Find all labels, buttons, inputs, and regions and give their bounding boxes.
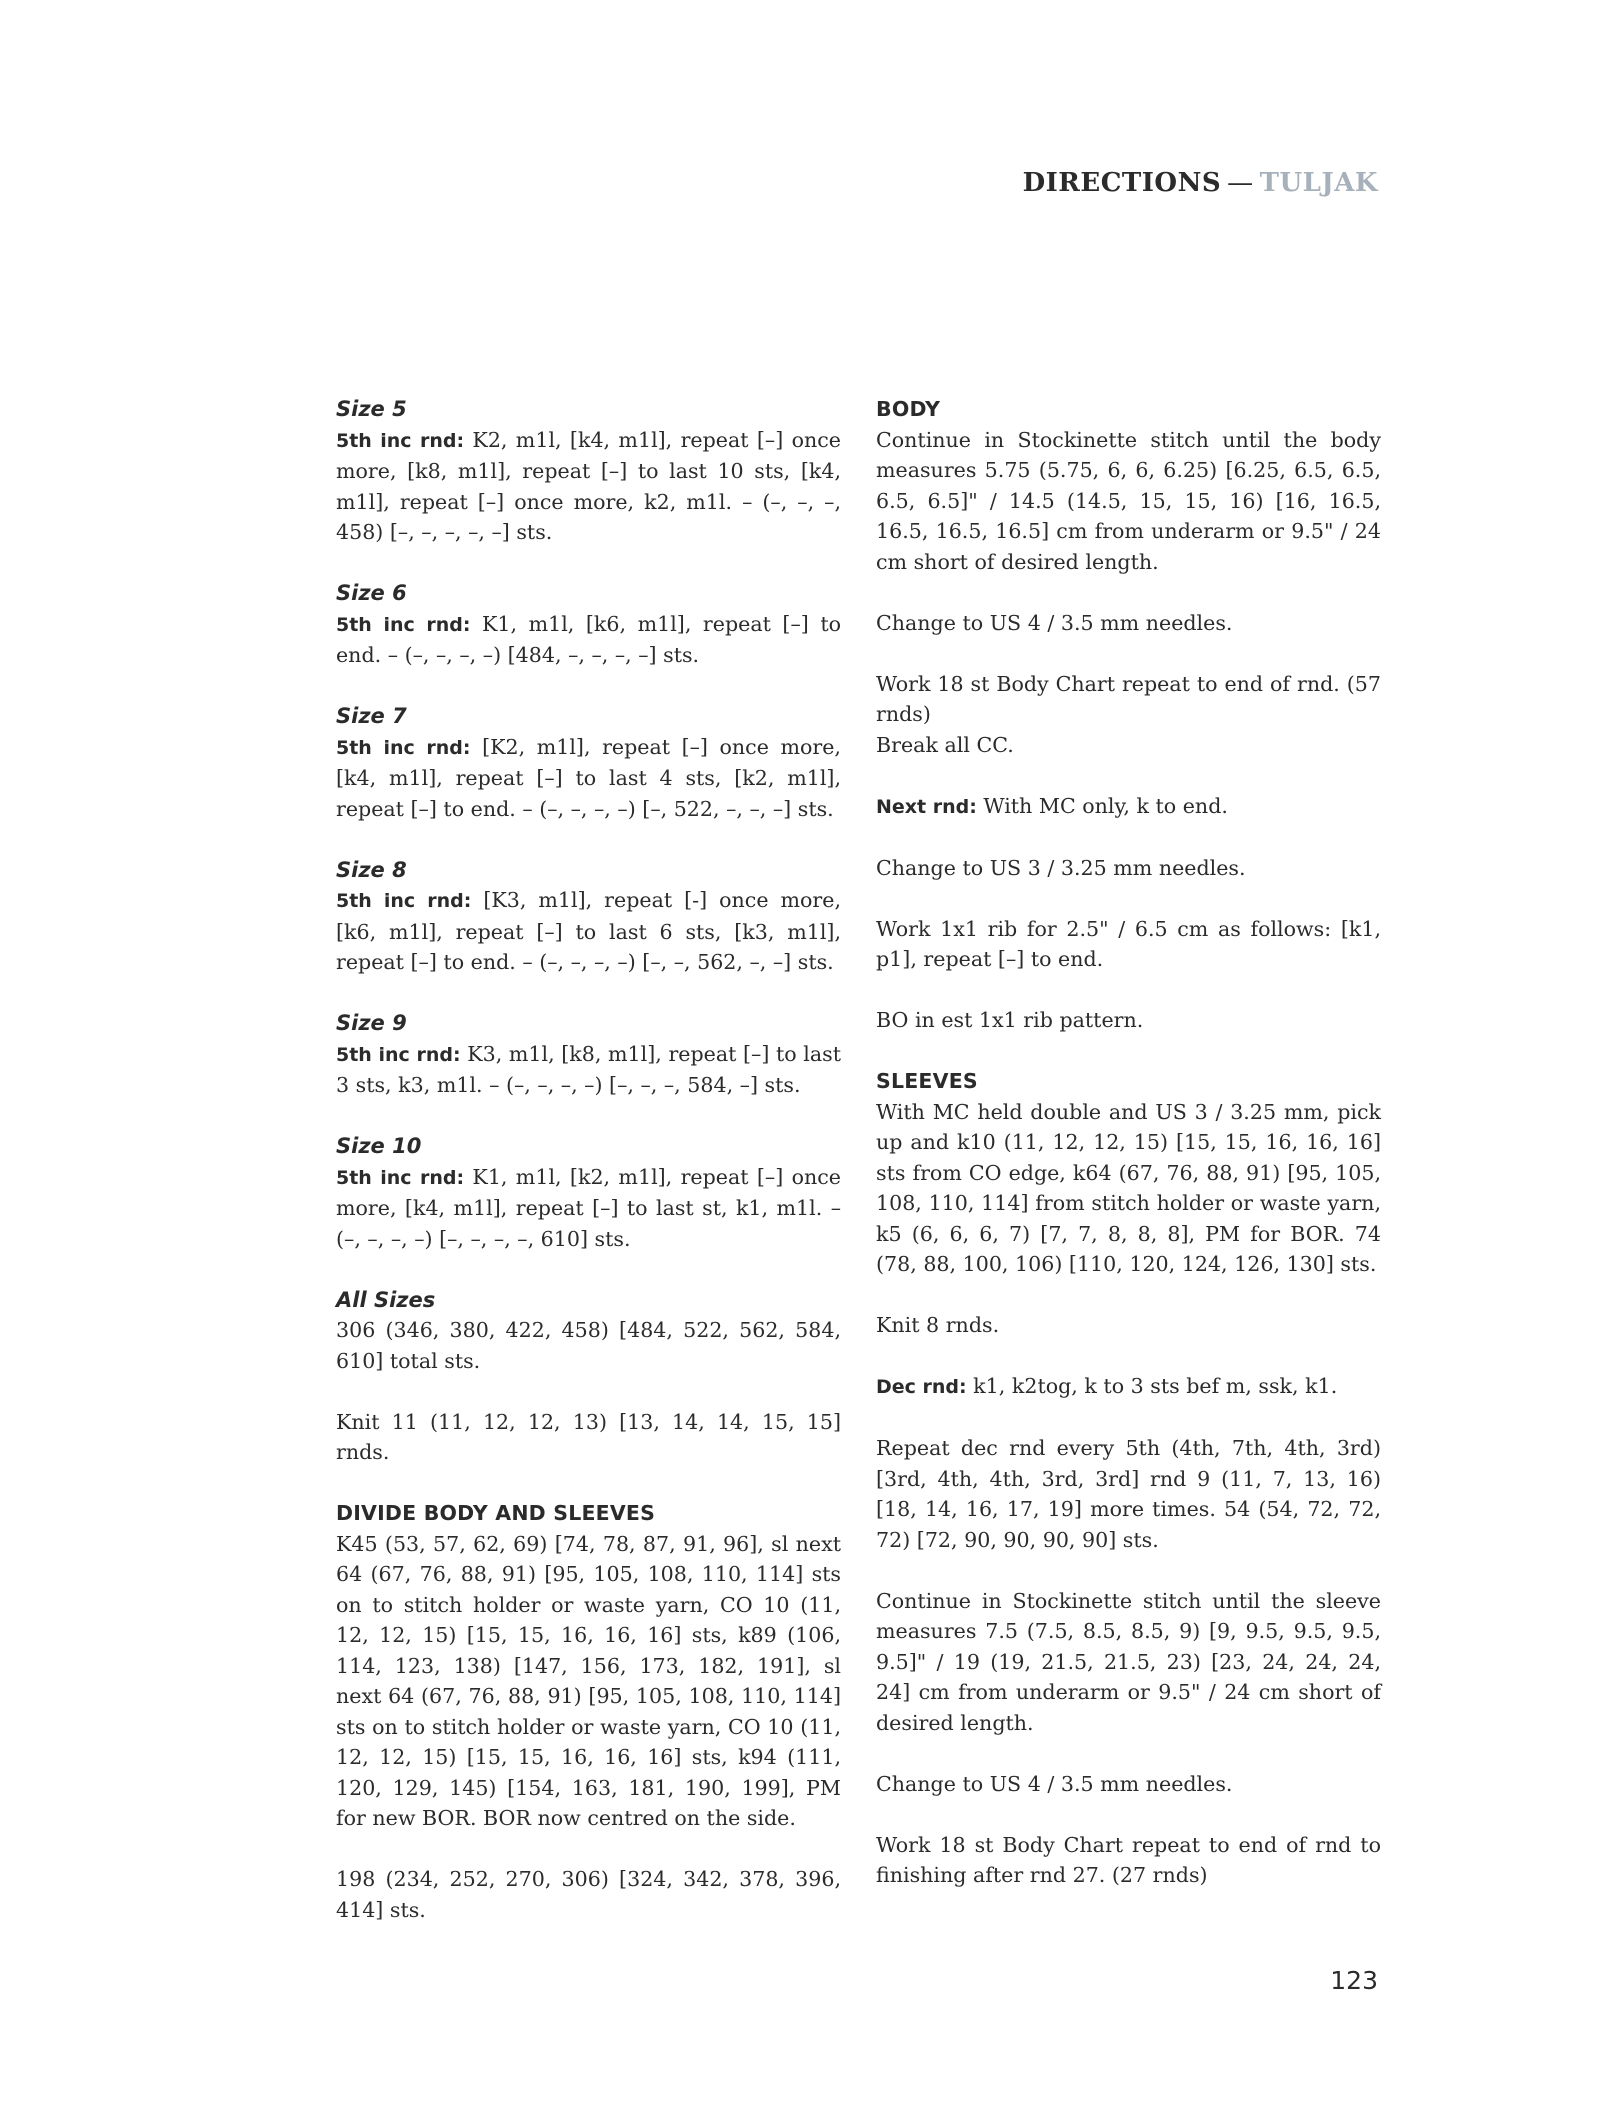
- size-10-block: [336, 1131, 841, 1254]
- page-number: 123: [1330, 1966, 1378, 1995]
- size-label: All Sizes: [336, 1287, 436, 1312]
- sleeves-needle-change-block: [876, 1769, 1381, 1800]
- instruction-text: [K2, m1l], repeat [–] once more, [k4, m1l], repeat [–] to last 4 sts, [k2, m1l], repeat [–] to end. – (–, –, –, –) [–, 522, –, –, –] sts.: [336, 734, 841, 821]
- instruction-paragraph: Work 18 st Body Chart repeat to end of rnd to finishing after rnd 27. (27 rnds): [876, 1832, 1381, 1887]
- instruction-paragraph: [336, 732, 841, 825]
- body-chart-block: [876, 669, 1381, 761]
- size-8-block: [336, 855, 841, 978]
- body-needle-change-block: [876, 853, 1381, 884]
- instruction-paragraph: Change to US 3 / 3.25 mm needles.: [876, 855, 1246, 880]
- instruction-paragraph: Knit 11 (11, 12, 12, 13) [13, 14, 14, 15, 15] rnds.: [336, 1409, 841, 1464]
- size-label: Size 6: [336, 581, 407, 605]
- body-needle-change-block: [876, 608, 1381, 639]
- instruction-paragraph: [876, 1371, 1381, 1403]
- instruction-lead: 5th inc rnd:: [336, 1043, 461, 1066]
- sleeves-knit-block: [876, 1310, 1381, 1341]
- running-head-separator: —: [1227, 168, 1254, 198]
- instruction-paragraph: Change to US 4 / 3.5 mm needles.: [876, 610, 1233, 635]
- running-head-section: DIRECTIONS: [1022, 168, 1222, 198]
- instruction-paragraph: [336, 885, 841, 978]
- instruction-text: k1, k2tog, k to 3 sts bef m, ssk, k1.: [966, 1374, 1338, 1398]
- instruction-text: K1, m1l, [k6, m1l], repeat [–] to end. – (–, –, –, –) [484, –, –, –, –] sts.: [336, 611, 841, 667]
- sleeves-intro-block: [876, 1066, 1381, 1280]
- instruction-lead: Dec rnd:: [876, 1376, 967, 1398]
- running-head-pattern-name: TULJAK: [1259, 168, 1378, 198]
- instruction-paragraph: [336, 1162, 841, 1255]
- instruction-paragraph: Knit 8 rnds.: [876, 1313, 1000, 1337]
- instruction-lead: 5th inc rnd:: [336, 890, 472, 912]
- sleeves-repeat-block: [876, 1433, 1381, 1555]
- instruction-paragraph: 198 (234, 252, 270, 306) [324, 342, 378, 396, 414] sts.: [336, 1867, 841, 1922]
- sleeves-continue-block: [876, 1586, 1381, 1739]
- instruction-paragraph: Break all CC.: [876, 732, 1014, 757]
- size-label: Size 8: [336, 857, 407, 882]
- body-rib-block: [876, 914, 1381, 975]
- size-5-block: [336, 394, 841, 548]
- instruction-paragraph: K45 (53, 57, 62, 69) [74, 78, 87, 91, 96], sl next 64 (67, 76, 88, 91) [95, 105, 108, 110, 114] sts on to stitch holder or waste yarn, CO 10 (11, 12, 12, 15) [15, 15, 16, 16, 16] sts, k89 (106, 114, 123, 138) [147, 156, 173, 182, 191], sl next 64 (67, 76, 88, 91) [95, 105, 108, 110, 114] sts on to stitch holder or waste yarn, CO 10 (11, 12, 12, 15) [15, 15, 16, 16, 16] sts, k94 (111, 120, 129, 145) [154, 163, 181, 190, 199], PM for new BOR. BOR now centred on the side.: [336, 1531, 841, 1830]
- instruction-lead: 5th inc rnd:: [336, 1166, 465, 1189]
- instruction-paragraph: Work 1x1 rib for 2.5" / 6.5 cm as follows: [k1, p1], repeat [–] to end.: [876, 916, 1381, 971]
- instruction-paragraph: 306 (346, 380, 422, 458) [484, 522, 562, 584, 610] total sts.: [336, 1318, 841, 1373]
- size-7-block: [336, 701, 841, 824]
- size-9-block: [336, 1008, 841, 1101]
- divide-body-sleeves-block: [336, 1498, 841, 1834]
- all-sizes-block: [336, 1285, 841, 1377]
- instruction-lead: 5th inc rnd:: [336, 736, 471, 759]
- size-label: Size 7: [336, 704, 407, 728]
- instruction-text: K2, m1l, [k4, m1l], repeat [–] once more, [k8, m1l], repeat [–] to last 10 sts, [k4, m1l], repeat [–] once more, k2, m1l. – (–, –, –, 458) [–, –, –, –, –] sts.: [336, 427, 841, 544]
- instruction-paragraph: [336, 1039, 841, 1101]
- instruction-paragraph: [336, 425, 841, 548]
- knit-rounds-block: [336, 1407, 841, 1468]
- instruction-lead: 5th inc rnd:: [336, 429, 465, 452]
- instruction-paragraph: [876, 791, 1381, 823]
- stitch-total-block: [336, 1864, 841, 1925]
- left-column: [336, 394, 841, 1956]
- instruction-lead: 5th inc rnd:: [336, 613, 471, 636]
- size-label: Size 5: [336, 397, 407, 421]
- body-bind-off-block: [876, 1005, 1381, 1036]
- instruction-paragraph: Continue in Stockinette stitch until the body measures 5.75 (5.75, 6, 6, 6.25) [6.25, 6.5, 6.5, 6.5, 6.5]" / 14.5 (14.5, 15, 15, 16) [16, 16.5, 16.5, 16.5, 16.5] cm from underarm or 9.5" / 24 cm short of desired length.: [876, 427, 1381, 574]
- size-label: Size 9: [336, 1011, 407, 1035]
- instruction-paragraph: Repeat dec rnd every 5th (4th, 7th, 4th, 3rd) [3rd, 4th, 4th, 3rd, 3rd] rnd 9 (11, 7, 13, 16) [18, 14, 16, 17, 19] more times. 54 (54, 72, 72, 72) [72, 90, 90, 90, 90] sts.: [876, 1436, 1381, 1552]
- instruction-paragraph: [336, 609, 841, 671]
- section-title: DIVIDE BODY AND SLEEVES: [336, 1501, 656, 1525]
- section-title: BODY: [876, 397, 941, 421]
- size-6-block: [336, 578, 841, 671]
- instruction-paragraph: Change to US 4 / 3.5 mm needles.: [876, 1771, 1233, 1796]
- instruction-paragraph: With MC held double and US 3 / 3.25 mm, pick up and k10 (11, 12, 12, 15) [15, 15, 16, 16, 16] sts from CO edge, k64 (67, 76, 88, 91) [95, 105, 108, 110, 114] from stitch holder or waste yarn, k5 (6, 6, 6, 7) [7, 7, 8, 8, 8], PM for BOR. 74 (78, 88, 100, 106) [110, 120, 124, 126, 130] sts.: [876, 1099, 1381, 1276]
- instruction-paragraph: Work 18 st Body Chart repeat to end of rnd. (57 rnds): [876, 671, 1381, 726]
- sleeves-dec-round-block: [876, 1371, 1381, 1403]
- body-next-round-block: [876, 791, 1381, 823]
- right-column: [876, 394, 1381, 1921]
- size-label: Size 10: [336, 1134, 422, 1158]
- sleeves-chart-block: [876, 1830, 1381, 1891]
- instruction-text: [K3, m1l], repeat [-] once more, [k6, m1l], repeat [–] to last 6 sts, [k3, m1l], repeat [–] to end. – (–, –, –, –) [–, –, 562, –, –] sts.: [336, 888, 841, 974]
- instruction-paragraph: Continue in Stockinette stitch until the sleeve measures 7.5 (7.5, 8.5, 8.5, 9) [9, 9.5, 9.5, 9.5, 9.5]" / 19 (19, 21.5, 21.5, 23) [23, 24, 24, 24, 24] cm from underarm or 9.5" / 24 cm short of desired length.: [876, 1588, 1381, 1735]
- instruction-lead: Next rnd:: [876, 795, 977, 818]
- instruction-text: K3, m1l, [k8, m1l], repeat [–] to last 3 sts, k3, m1l. – (–, –, –, –) [–, –, –, 584, –] sts.: [336, 1041, 841, 1097]
- body-intro-block: [876, 394, 1381, 577]
- section-title: SLEEVES: [876, 1069, 978, 1093]
- instruction-text: K1, m1l, [k2, m1l], repeat [–] once more, [k4, m1l], repeat [–] to last st, k1, m1l. – (–, –, –, –) [–, –, –, –, 610] sts.: [336, 1164, 841, 1251]
- instruction-text: With MC only, k to end.: [976, 793, 1228, 818]
- instruction-paragraph: BO in est 1x1 rib pattern.: [876, 1008, 1144, 1032]
- running-head: [1023, 168, 1378, 198]
